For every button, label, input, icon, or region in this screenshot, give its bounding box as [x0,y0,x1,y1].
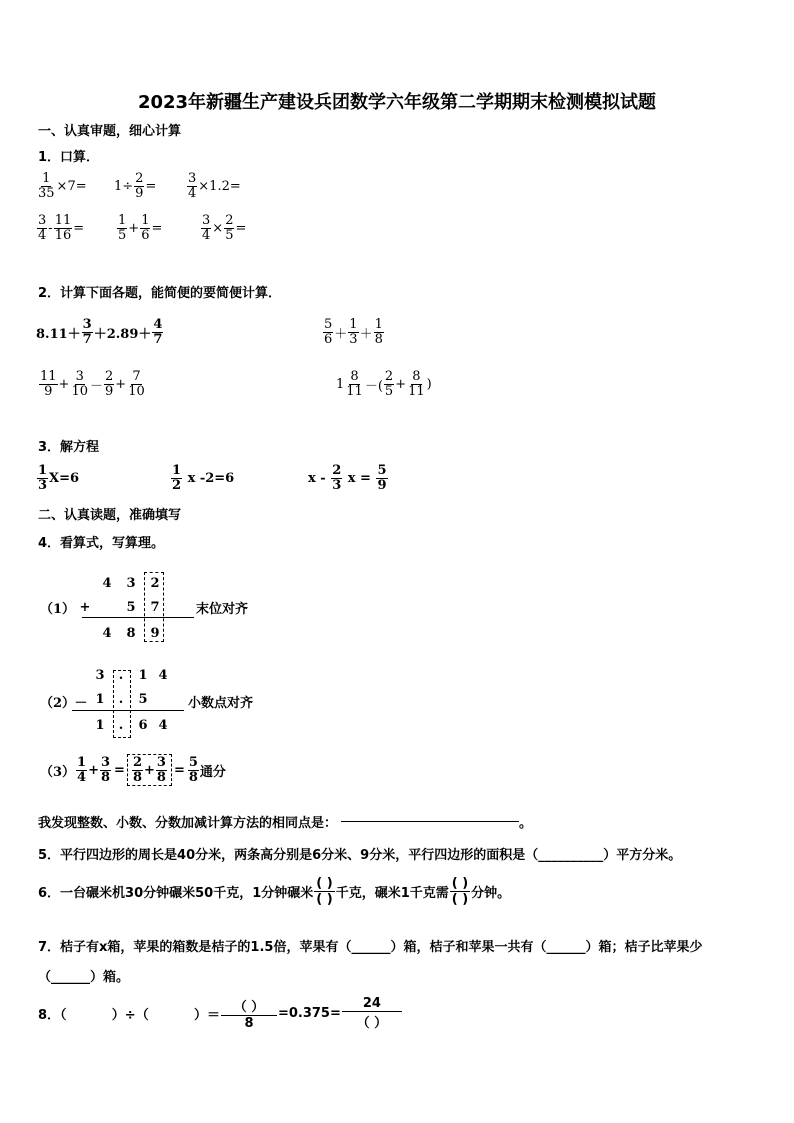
calc-expr-4: 1 $\frac{8}{11}$ －( $\frac{2}{5}$ + $\frac{8}{11}$ ) [336,369,432,399]
oral-calc-3: $\frac{3}{4}$ ×1.2= [188,171,241,201]
decimal-point: . [118,668,124,683]
oral-calc-4: $\frac{3}{4}$ - $\frac{11}{16}$ = [38,213,85,243]
calc-expr-1: 8.11＋ $\frac{3}{7}$ ＋2.89＋ $\frac{4}{7}$ [36,317,163,347]
calc-expr-2: $\frac{5}{6}$ ＋ $\frac{1}{3}$ ＋ $\frac{1}{8}$ [324,317,383,347]
question-8: 8．（ ）÷（ ）＝ $\frac{( )}{8}$ =0.375= $\frac{24}{( )}$ [38,996,403,1031]
oral-calc-1: $\frac{1}{35}$ ×7= [38,171,87,201]
oral-calc-6: $\frac{3}{4}$ × $\frac{2}{5}$ = [202,213,247,243]
sum-line [82,617,194,618]
calc-expr-3: $\frac{11}{9}$ + $\frac{3}{10}$ － $\frac{2}{9}$ + $\frac{7}{10}$ [40,369,145,399]
digit: 2 [150,576,160,591]
decimal-point: . [118,718,124,733]
section-2-heading: 二、认真读题，准确填写 [38,508,182,523]
digit: 4 [102,626,112,641]
digit: 3 [95,668,105,683]
oral-calc-2: 1÷ $\frac{2}{9}$ = [114,171,157,201]
equation-1: $\frac{1}{3}$ X=6 [38,463,80,493]
digit: 1 [95,718,105,733]
digit: 5 [138,692,148,707]
last-digit-highlight [144,572,164,642]
q4-part1-tag: （1） [40,602,76,617]
section-1-heading: 一、认真审题，细心计算 [38,124,182,139]
question-2-label: 2．计算下面各题，能简便的要简便计算． [38,286,282,301]
digit: 6 [138,718,148,733]
question-1-label: 1．口算． [38,150,100,165]
digit: 5 [126,600,136,615]
q4-part2-tag: （2） [40,696,76,711]
question-4-label: 4．看算式，写算理。 [38,536,165,551]
question-5: 5．平行四边形的周长是40分米，两条高分别是6分米、9分米，平行四边形的面积是（__________）平方分米。 [38,848,682,863]
question-6: 6．一台碾米机30分钟碾米50千克，1分钟碾米 $\frac{( )}{( )}$ 千克，碾米1千克需 $\frac{( )}{( )}$ 分钟。 [38,876,511,907]
question-3-label: 3．解方程 [38,440,100,455]
question-7-line-1: 7．桔子有x箱，苹果的箱数是桔子的1.5倍，苹果有（______）箱，桔子和苹果一共有（______）箱；桔子比苹果少 [38,940,703,955]
digit: 7 [150,600,160,615]
plus-sign: + [79,600,91,615]
equation-3: x - $\frac{2}{3}$ x = $\frac{5}{9}$ [308,463,387,493]
digit: 4 [102,576,112,591]
oral-calc-5: $\frac{1}{5}$ + $\frac{1}{6}$ = [118,213,163,243]
common-denominator-box: $\frac{2}{8}$ + $\frac{3}{8}$ [127,754,172,786]
q4-conclusion: 我发现整数、小数、分数加减计算方法的相同点是： 。 [38,816,533,831]
digit: 4 [158,718,168,733]
page-title: 2023年新疆生产建设兵团数学六年级第二学期期末检测模拟试题 [137,92,657,113]
digit: 4 [158,668,168,683]
q4-part3: （3） $\frac{1}{4}$ + $\frac{3}{8}$ = $\frac{2}{8}$ + $\frac{3}{8}$ = $\frac{5}{8}$ 通分 [40,755,226,785]
digit: 3 [126,576,136,591]
minus-sign: － [74,696,88,711]
digit: 8 [126,626,136,641]
decimal-point: . [118,692,124,707]
question-7-line-2: （______）箱。 [38,970,130,985]
digit: 1 [95,692,105,707]
digit: 9 [150,626,160,641]
digit: 1 [138,668,148,683]
q4-part1-note: 末位对齐 [196,602,249,617]
q4-part2-note: 小数点对齐 [188,696,254,711]
equation-2: $\frac{1}{2}$ x -2=6 [172,463,235,493]
answer-blank[interactable] [341,821,519,822]
decimal-point-highlight [113,670,131,738]
